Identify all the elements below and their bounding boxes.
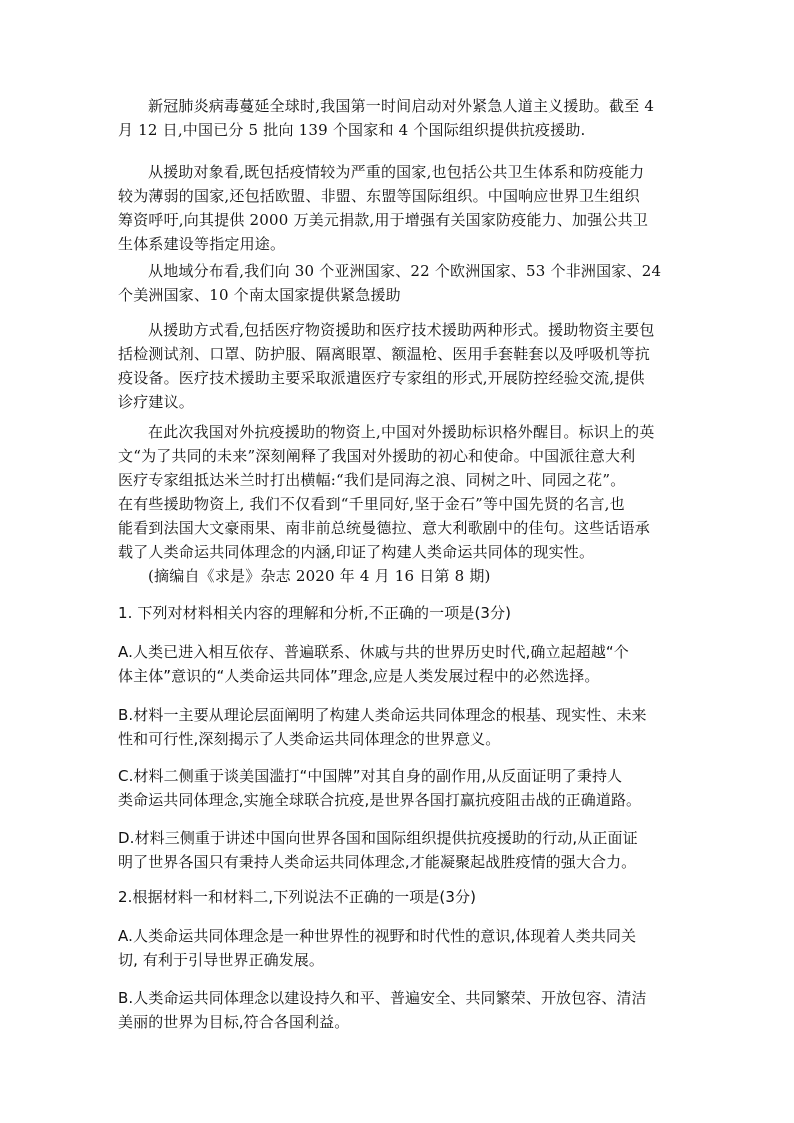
text-line: 切, 有利于引导世界正确发展。	[118, 951, 325, 969]
question-2-stem	[118, 885, 476, 909]
text-line: 括检测试剂、口罩、防护服、隔离眼罩、额温枪、医用手套鞋套以及呼吸机等抗	[118, 345, 651, 363]
paragraph-aid-overview	[118, 94, 654, 142]
question-1-option-a	[118, 640, 629, 688]
paragraph-aid-recipients	[118, 160, 648, 256]
question-1-option-b	[118, 703, 647, 751]
text-line: A.人类已进入相互依存、普遍联系、休戚与共的世界历史时代,确立起超越“个	[118, 643, 629, 661]
text-line: B.材料一主要从理论层面阐明了构建人类命运共同体理念的根基、现实性、未来	[118, 706, 647, 724]
text-line: 筹资呼吁,向其提供 2000 万美元捐款,用于增强有关国家防疫能力、加强公共卫	[118, 211, 649, 229]
text-line: 从援助方式看,包括医疗物资援助和医疗技术援助两种形式。援助物资主要包	[148, 321, 655, 339]
text-line: 类命运共同体理念,实施全球联合抗疫,是世界各国打赢抗疫阻击战的正确道路。	[118, 791, 642, 809]
text-line: 在有些援助物资上, 我们不仅看到“千里同好,坚于金石”等中国先贤的名言,也	[118, 495, 625, 513]
paragraph-aid-methods	[118, 318, 655, 414]
text-line: D.材料三侧重于讲述中国向世界各国和国际组织提供抗疫援助的行动,从正面证	[118, 829, 638, 847]
text-line: 医疗专家组抵达米兰时打出横幅:“我们是同海之浪、同树之叶、同园之花”。	[118, 471, 626, 489]
text-line: 从援助对象看,既包括疫情较为严重的国家,也包括公共卫生体系和防疫能力	[148, 163, 645, 181]
text-line: 疫设备。医疗技术援助主要采取派遣医疗专家组的形式,开展防控经验交流,提供	[118, 369, 645, 387]
text-line: 诊疗建议。	[118, 393, 195, 411]
text-line: 性和可行性,深刻揭示了人类命运共同体理念的世界意义。	[118, 730, 501, 748]
text-line: 载了人类命运共同体理念的内涵,印证了构建人类命运共同体的现实性。	[118, 543, 595, 561]
text-line: 2.根据材料一和材料二,下列说法不正确的一项是(3分)	[118, 888, 477, 906]
source-citation	[118, 564, 491, 588]
text-line: 个美洲国家、10 个南太国家提供紧急援助	[118, 286, 401, 304]
text-line: (摘编自《求是》杂志 2020 年 4 月 16 日第 8 期)	[148, 567, 491, 585]
text-line: 体主体”意识的“人类命运共同体”理念,应是人类发展过程中的必然选择。	[118, 667, 600, 685]
text-line: 在此次我国对外抗疫援助的物资上,中国对外援助标识格外醒目。标识上的英	[148, 423, 655, 441]
text-line: 生体系建设等指定用途。	[118, 235, 286, 253]
text-line: 能看到法国大文豪雨果、南非前总统曼德拉、意大利歌剧中的佳句。这些话语承	[118, 519, 651, 537]
text-line: 新冠肺炎病毒蔓延全球时,我国第一时间启动对外紧急人道主义援助。截至 4	[148, 97, 655, 115]
question-1-option-d	[118, 826, 638, 874]
text-line: 月 12 日,中国已分 5 批向 139 个国家和 4 个国际组织提供抗疫援助.	[118, 121, 586, 139]
text-line: 1. 下列对材料相关内容的理解和分析,不正确的一项是(3分)	[118, 604, 512, 622]
text-line: 明了世界各国只有秉持人类命运共同体理念,才能凝聚起战胜疫情的强大合力。	[118, 853, 637, 871]
paragraph-aid-regions	[118, 259, 661, 307]
text-line: B.人类命运共同体理念以建设持久和平、普遍安全、共同繁荣、开放包容、清洁	[118, 989, 647, 1007]
question-2-option-b	[118, 986, 647, 1034]
question-2-option-a	[118, 924, 636, 972]
text-line: 较为薄弱的国家,还包括欧盟、非盟、东盟等国际组织。中国响应世界卫生组织	[118, 187, 640, 205]
text-line: 文“为了共同的未来”深刻阐释了我国对外援助的初心和使命。中国派往意大利	[118, 447, 636, 465]
question-1-stem	[118, 601, 511, 625]
question-1-option-c	[118, 764, 641, 812]
text-line: 美丽的世界为目标,符合各国利益。	[118, 1013, 350, 1031]
text-line: A.人类命运共同体理念是一种世界性的视野和时代性的意识,体现着人类共同关	[118, 927, 637, 945]
text-line: 从地域分布看,我们向 30 个亚洲国家、22 个欧洲国家、53 个非洲国家、24	[148, 262, 662, 280]
text-line: C.材料二侧重于谈美国滥打“中国牌”对其自身的副作用,从反面证明了秉持人	[118, 767, 623, 785]
paragraph-aid-logo	[118, 420, 655, 564]
